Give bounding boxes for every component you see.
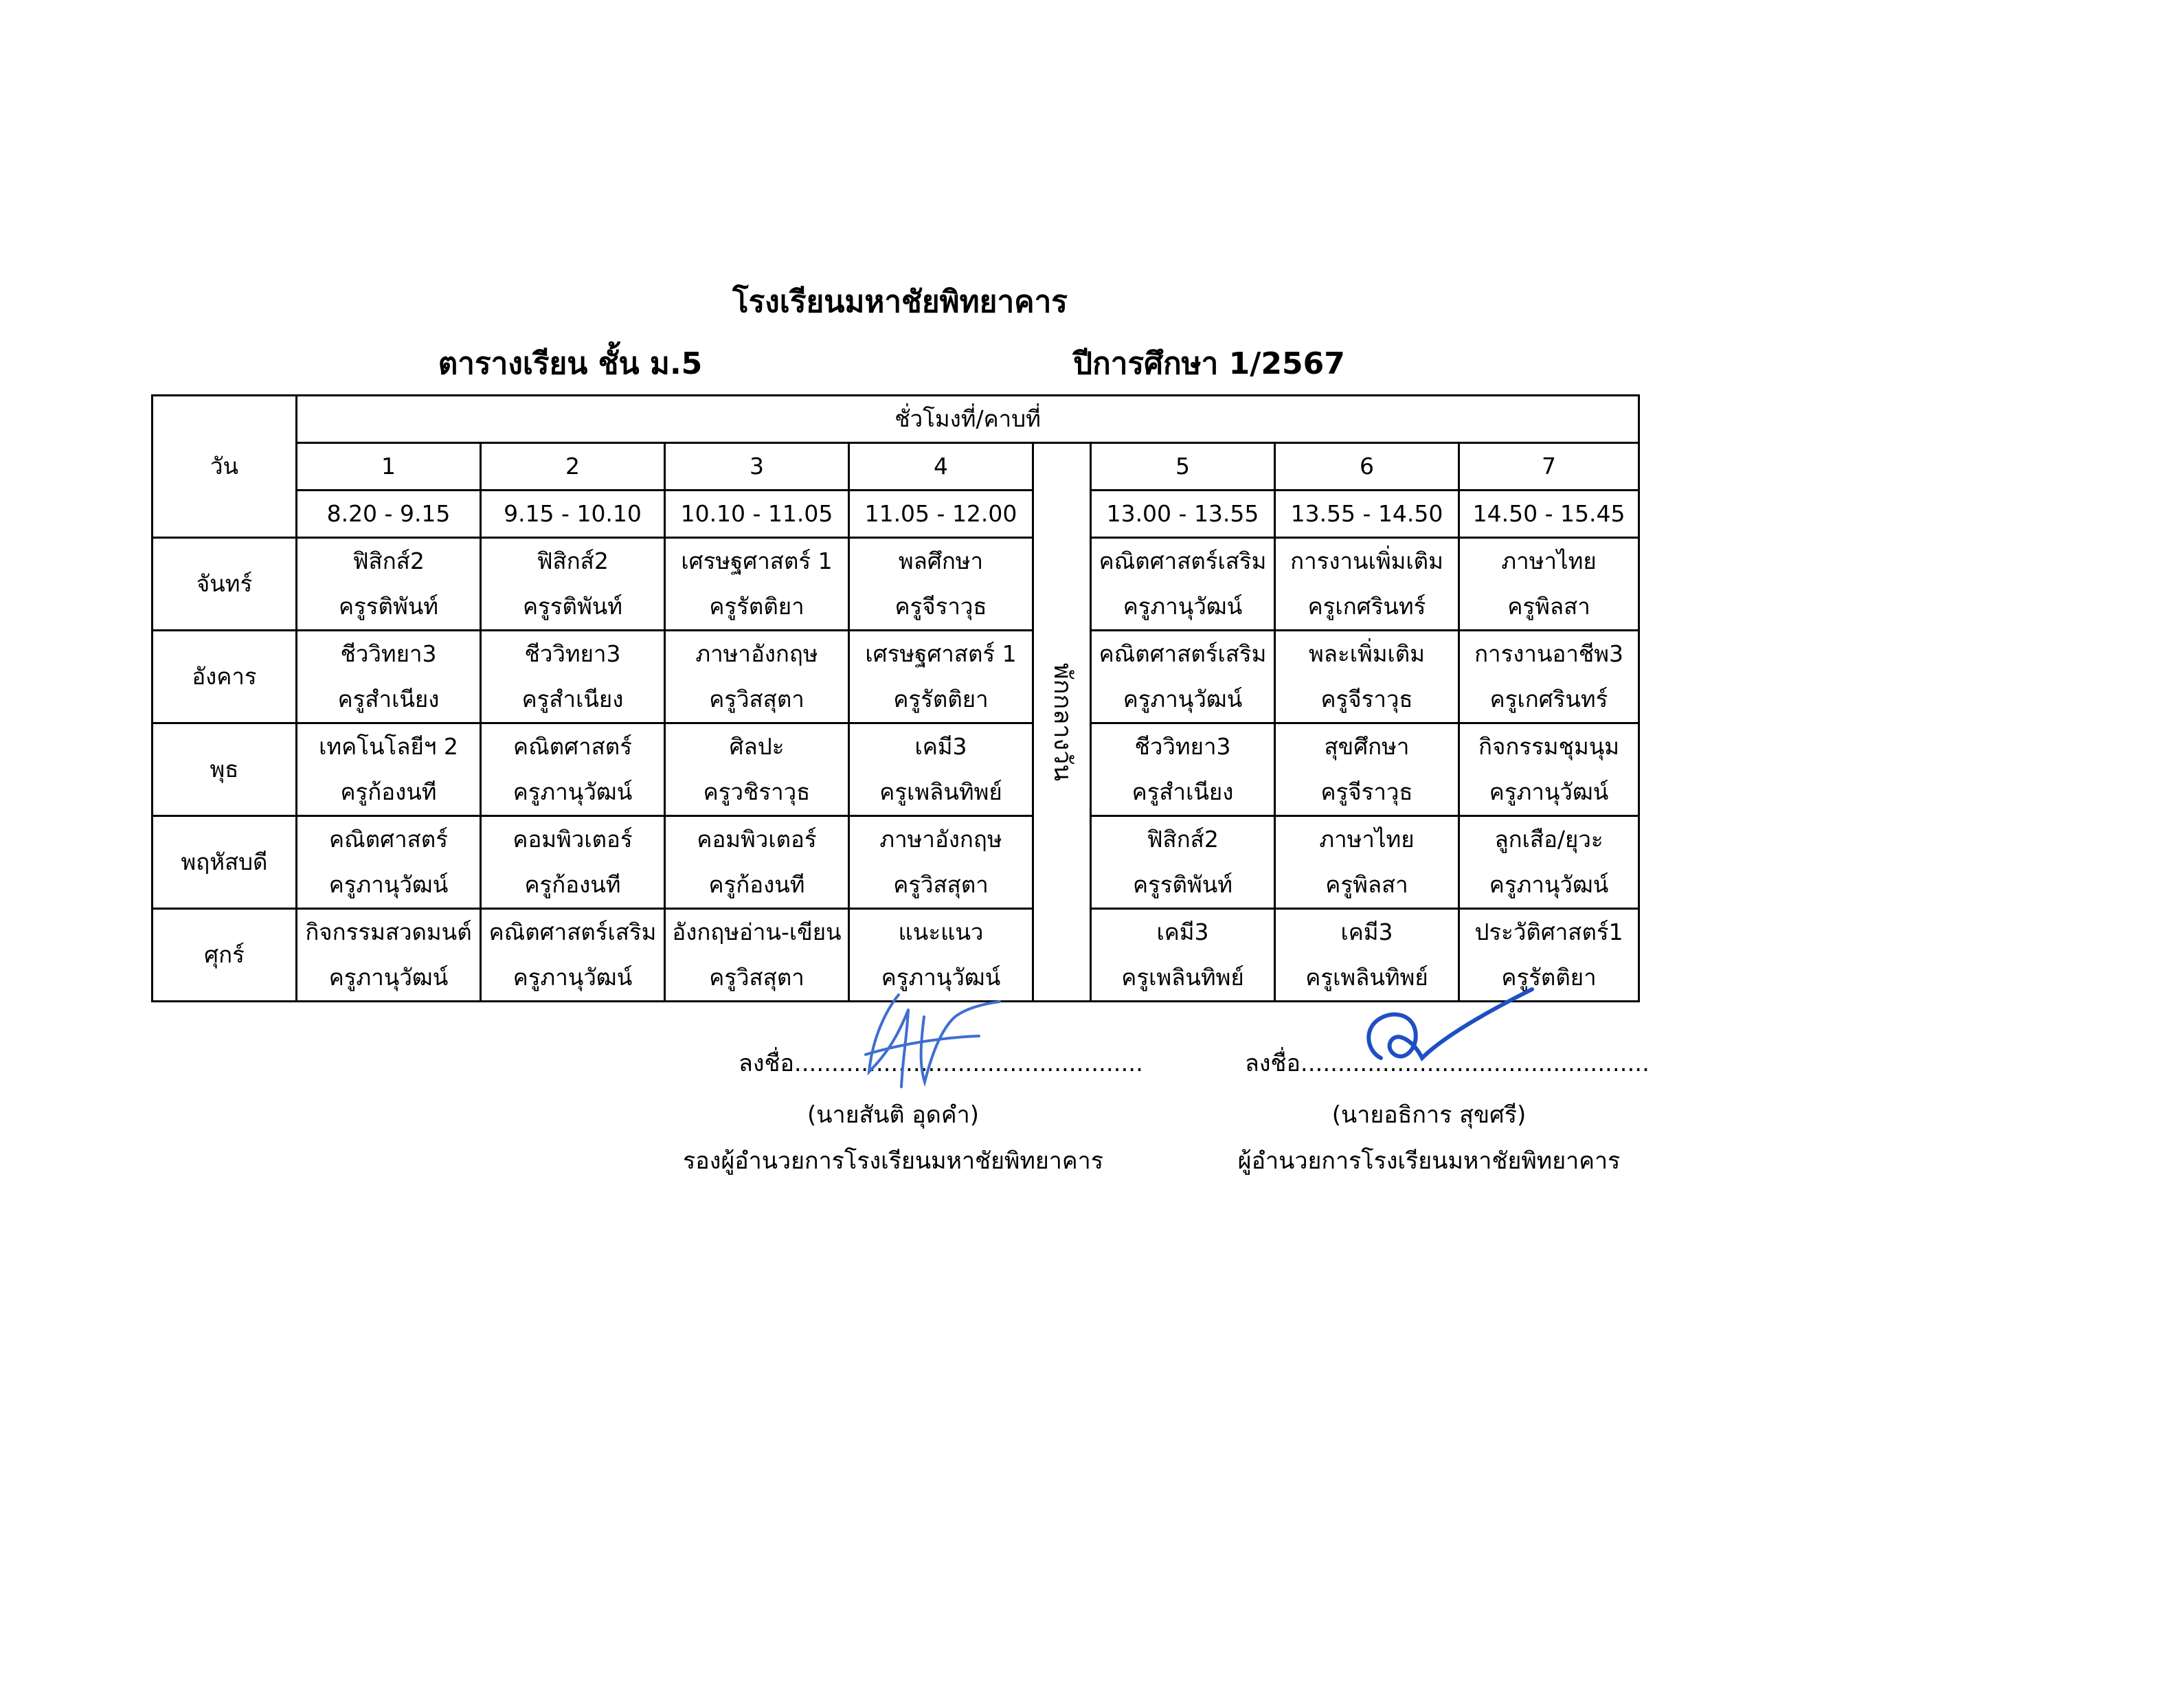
subject-cell: พละเพิ่มเติม	[1275, 631, 1459, 677]
signer-position-deputy: รองผู้อำนวยการโรงเรียนมหาชัยพิทยาคาร	[683, 1147, 1103, 1175]
signature-line-director: ลงชื่อ...............................................	[1245, 1050, 1650, 1077]
timetable	[151, 394, 1640, 1002]
period-time: 14.50 - 15.45	[1459, 491, 1639, 538]
teacher-cell: ครูจีราวุธ	[1275, 769, 1459, 816]
teacher-cell: ครูภานุวัฒน์	[297, 862, 481, 909]
subject-cell: การงานอาชีพ3	[1459, 631, 1639, 677]
teacher-cell: ครูจีราวุธ	[849, 584, 1033, 631]
teacher-cell: ครูภานุวัฒน์	[1091, 677, 1275, 723]
day-row-subjects	[153, 816, 1639, 863]
teacher-cell: ครูเกศรินทร์	[1275, 584, 1459, 631]
subject-cell: การงานเพิ่มเติม	[1275, 538, 1459, 585]
period-time: 13.55 - 14.50	[1275, 491, 1459, 538]
signer-position-director: ผู้อำนวยการโรงเรียนมหาชัยพิทยาคาร	[1237, 1147, 1621, 1175]
subject-cell: คณิตศาสตร์เสริม	[1091, 631, 1275, 677]
day-row-teachers	[153, 584, 1639, 631]
school-name: โรงเรียนมหาชัยพิทยาคาร	[732, 284, 1068, 319]
teacher-cell: ครูวชิราวุธ	[665, 769, 849, 816]
subject-cell: คอมพิวเตอร์	[481, 816, 665, 863]
subject-cell: เคมี3	[1091, 909, 1275, 956]
teacher-cell: ครูรติพันท์	[1091, 862, 1275, 909]
teacher-cell: ครูภานุวัฒน์	[297, 955, 481, 1002]
subject-cell: เศรษฐศาสตร์ 1	[665, 538, 849, 585]
period-time: 8.20 - 9.15	[297, 491, 481, 538]
subject-cell: คณิตศาสตร์	[481, 723, 665, 770]
teacher-cell: ครูภานุวัฒน์	[481, 955, 665, 1002]
teacher-cell: ครูภานุวัฒน์	[1459, 862, 1639, 909]
day-name: พุธ	[153, 723, 297, 816]
period-number: 6	[1275, 443, 1459, 491]
subject-cell: กิจกรรมสวดมนต์	[297, 909, 481, 956]
period-time: 10.10 - 11.05	[665, 491, 849, 538]
academic-year: ปีการศึกษา 1/2567	[1073, 346, 1345, 381]
subject-cell: คณิตศาสตร์เสริม	[481, 909, 665, 956]
subject-cell: ประวัติศาสตร์1	[1459, 909, 1639, 956]
subject-cell: กิจกรรมชุมนุม	[1459, 723, 1639, 770]
subject-cell: คณิตศาสตร์เสริม	[1091, 538, 1275, 585]
teacher-cell: ครูภานุวัฒน์	[849, 955, 1033, 1002]
subject-cell: สุขศึกษา	[1275, 723, 1459, 770]
teacher-cell: ครูสำเนียง	[1091, 769, 1275, 816]
subject-cell: ชีววิทยา3	[297, 631, 481, 677]
teacher-cell: ครูพิลสา	[1459, 584, 1639, 631]
day-header: วัน	[153, 396, 297, 538]
teacher-cell: ครูสำเนียง	[297, 677, 481, 723]
subject-cell: เศรษฐศาสตร์ 1	[849, 631, 1033, 677]
teacher-cell: ครูภานุวัฒน์	[481, 769, 665, 816]
day-row-subjects	[153, 909, 1639, 956]
subject-cell: เทคโนโลยีฯ 2	[297, 723, 481, 770]
subject-cell: ภาษาไทย	[1275, 816, 1459, 863]
subject-cell: ลูกเสือ/ยุวะ	[1459, 816, 1639, 863]
day-row-teachers	[153, 677, 1639, 723]
teacher-cell: ครูเพลินทิพย์	[1091, 955, 1275, 1002]
teacher-cell: ครูรัตติยา	[1459, 955, 1639, 1002]
teacher-cell: ครูก้องนที	[665, 862, 849, 909]
subject-cell: แนะแนว	[849, 909, 1033, 956]
period-time: 9.15 - 10.10	[481, 491, 665, 538]
teacher-cell: ครูเพลินทิพย์	[1275, 955, 1459, 1002]
teacher-cell: ครูสำเนียง	[481, 677, 665, 723]
period-number: 7	[1459, 443, 1639, 491]
subject-cell: ฟิสิกส์2	[1091, 816, 1275, 863]
subject-cell: ฟิสิกส์2	[297, 538, 481, 585]
subject-cell: คอมพิวเตอร์	[665, 816, 849, 863]
lunch-break-label: พักกลางวัน	[1048, 662, 1077, 782]
period-header: ชั่วโมงที่/คาบที่	[297, 396, 1639, 443]
day-name: พฤหัสบดี	[153, 816, 297, 909]
signature-line-deputy: ลงชื่อ...............................................	[739, 1050, 1143, 1077]
teacher-cell: ครูรติพันท์	[297, 584, 481, 631]
day-row-subjects	[153, 723, 1639, 770]
signer-name-deputy: (นายสันติ อุดคำ)	[807, 1101, 979, 1129]
header-row-numbers	[153, 443, 1639, 491]
teacher-cell: ครูภานุวัฒน์	[1091, 584, 1275, 631]
lunch-break-cell	[1033, 443, 1091, 1002]
period-time: 11.05 - 12.00	[849, 491, 1033, 538]
subject-cell: อังกฤษอ่าน-เขียน	[665, 909, 849, 956]
signature-deputy-mark	[859, 989, 1010, 1092]
subject-cell: พลศึกษา	[849, 538, 1033, 585]
day-row-subjects	[153, 538, 1639, 585]
header-row-times	[153, 491, 1639, 538]
teacher-cell: ครูรัตติยา	[665, 584, 849, 631]
signer-name-director: (นายอธิการ สุขศรี)	[1331, 1101, 1527, 1129]
subject-cell: ชีววิทยา3	[1091, 723, 1275, 770]
period-number: 5	[1091, 443, 1275, 491]
subject-cell: ชีววิทยา3	[481, 631, 665, 677]
period-number: 1	[297, 443, 481, 491]
period-number: 4	[849, 443, 1033, 491]
header-row-1	[153, 396, 1639, 443]
period-time: 13.00 - 13.55	[1091, 491, 1275, 538]
teacher-cell: ครูวิสสุตา	[665, 677, 849, 723]
day-name: อังคาร	[153, 631, 297, 723]
subject-cell: เคมี3	[1275, 909, 1459, 956]
schedule-title: ตารางเรียน ชั้น ม.5	[438, 346, 703, 381]
subject-cell: เคมี3	[849, 723, 1033, 770]
subject-cell: ภาษาไทย	[1459, 538, 1639, 585]
teacher-cell: ครูก้องนที	[297, 769, 481, 816]
teacher-cell: ครูเกศรินทร์	[1459, 677, 1639, 723]
teacher-cell: ครูก้องนที	[481, 862, 665, 909]
subject-cell: คณิตศาสตร์	[297, 816, 481, 863]
subject-cell: ภาษาอังกฤษ	[849, 816, 1033, 863]
subject-cell: ศิลปะ	[665, 723, 849, 770]
signature-director-mark	[1360, 982, 1546, 1079]
teacher-cell: ครูภานุวัฒน์	[1459, 769, 1639, 816]
day-row-teachers	[153, 862, 1639, 909]
teacher-cell: ครูรติพันท์	[481, 584, 665, 631]
teacher-cell: ครูวิสสุตา	[665, 955, 849, 1002]
subject-cell: ภาษาอังกฤษ	[665, 631, 849, 677]
period-number: 3	[665, 443, 849, 491]
day-name: ศุกร์	[153, 909, 297, 1002]
day-name: จันทร์	[153, 538, 297, 631]
period-number: 2	[481, 443, 665, 491]
teacher-cell: ครูรัตติยา	[849, 677, 1033, 723]
day-row-teachers	[153, 769, 1639, 816]
teacher-cell: ครูพิลสา	[1275, 862, 1459, 909]
subject-cell: ฟิสิกส์2	[481, 538, 665, 585]
teacher-cell: ครูเพลินทิพย์	[849, 769, 1033, 816]
day-row-subjects	[153, 631, 1639, 677]
teacher-cell: ครูวิสสุตา	[849, 862, 1033, 909]
teacher-cell: ครูจีราวุธ	[1275, 677, 1459, 723]
